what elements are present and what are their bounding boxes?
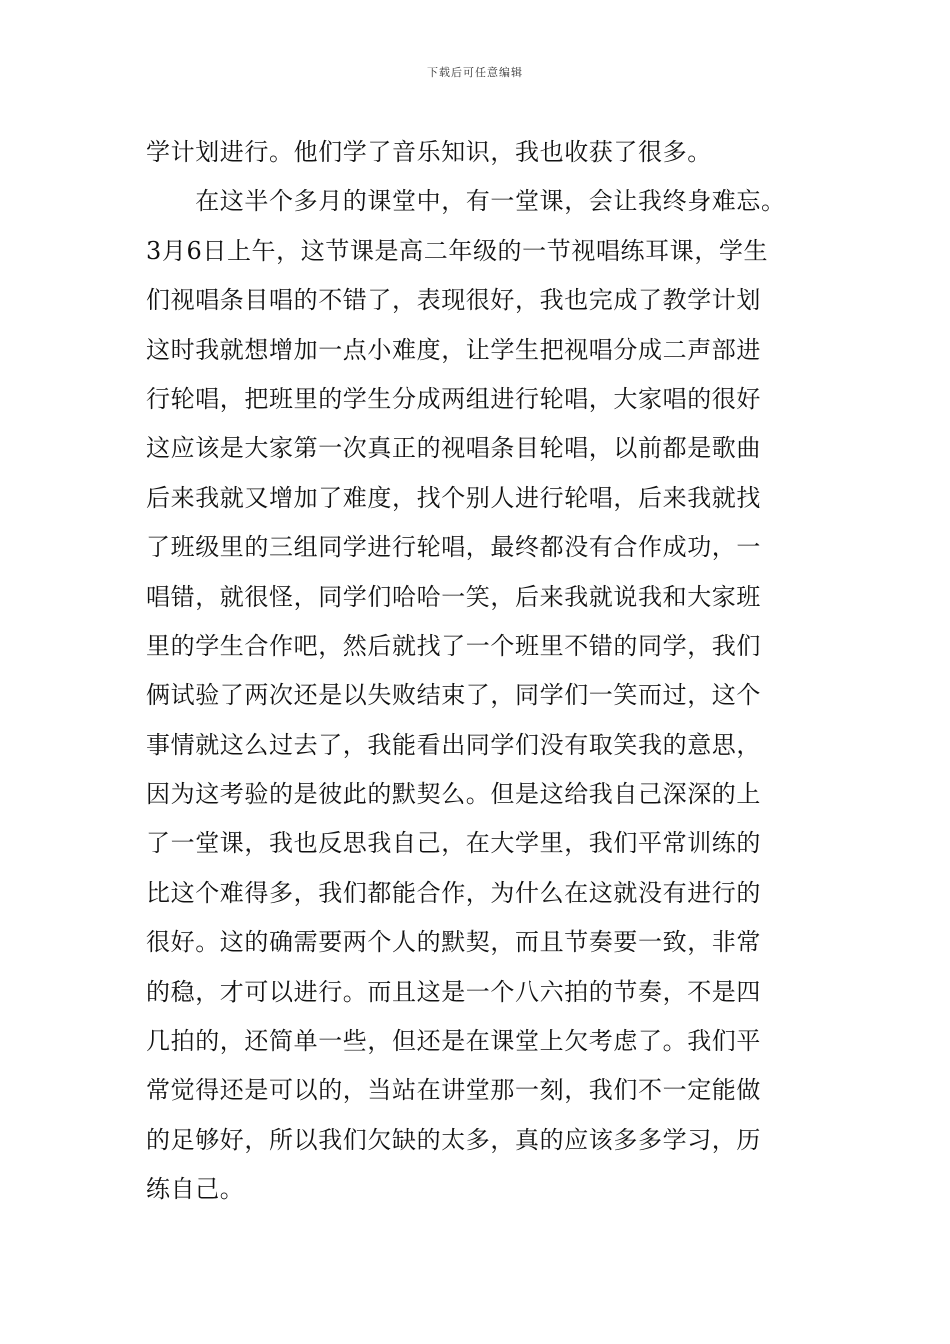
text-line: 事情就这么过去了，我能看出同学们没有取笑我的意思， [146,730,761,759]
text-line: 了一堂课，我也反思我自己，在大学里，我们平常训练的 [146,829,761,858]
text-line: 这应该是大家第一次真正的视唱条目轮唱，以前都是歌曲 [146,434,761,463]
text-line: 学计划进行。他们学了音乐知识，我也收获了很多。 [146,138,712,166]
text-line: 常觉得还是可以的，当站在讲堂那一刻，我们不一定能做 [146,1076,761,1105]
text-line: 因为这考验的是彼此的默契么。但是这给我自己深深的上 [146,780,761,809]
page-header-note: 下载后可任意编辑 [427,66,523,79]
text-line: 的足够好，所以我们欠缺的太多，真的应该多多学习，历 [146,1125,761,1154]
text-line: 练自己。 [146,1175,245,1204]
text-line: 里的学生合作吧，然后就找了一个班里不错的同学，我们 [146,631,761,660]
text-line: 行轮唱，把班里的学生分成两组进行轮唱，大家唱的很好 [146,384,761,413]
text-line: 比这个难得多，我们都能合作，为什么在这就没有进行的 [146,878,761,907]
text-line: 很好。这的确需要两个人的默契，而且节奏要一致，非常 [146,928,761,957]
body-text [146,128,826,1215]
text-line: 唱错，就很怪，同学们哈哈一笑，后来我就说我和大家班 [146,582,761,611]
text-line: 在这半个多月的课堂中，有一堂课，会让我终身难忘。 [146,187,786,216]
text-line: 俩试验了两次还是以失败结束了，同学们一笑而过，这个 [146,681,761,710]
text-line: 后来我就又增加了难度，找个别人进行轮唱，后来我就找 [146,483,761,512]
text-line: 的稳，才可以进行。而且这是一个八六拍的节奏，不是四 [146,977,761,1006]
text-line: 这时我就想增加一点小难度，让学生把视唱分成二声部进 [146,335,761,364]
text-line: 3月6日上午，这节课是高二年级的一节视唱练耳课，学生 [146,236,769,265]
text-line: 几拍的，还简单一些，但还是在课堂上欠考虑了。我们平 [146,1027,761,1056]
text-line: 们视唱条目唱的不错了，表现很好，我也完成了教学计划 [146,286,761,315]
text-line: 了班级里的三组同学进行轮唱，最终都没有合作成功，一 [146,533,761,562]
